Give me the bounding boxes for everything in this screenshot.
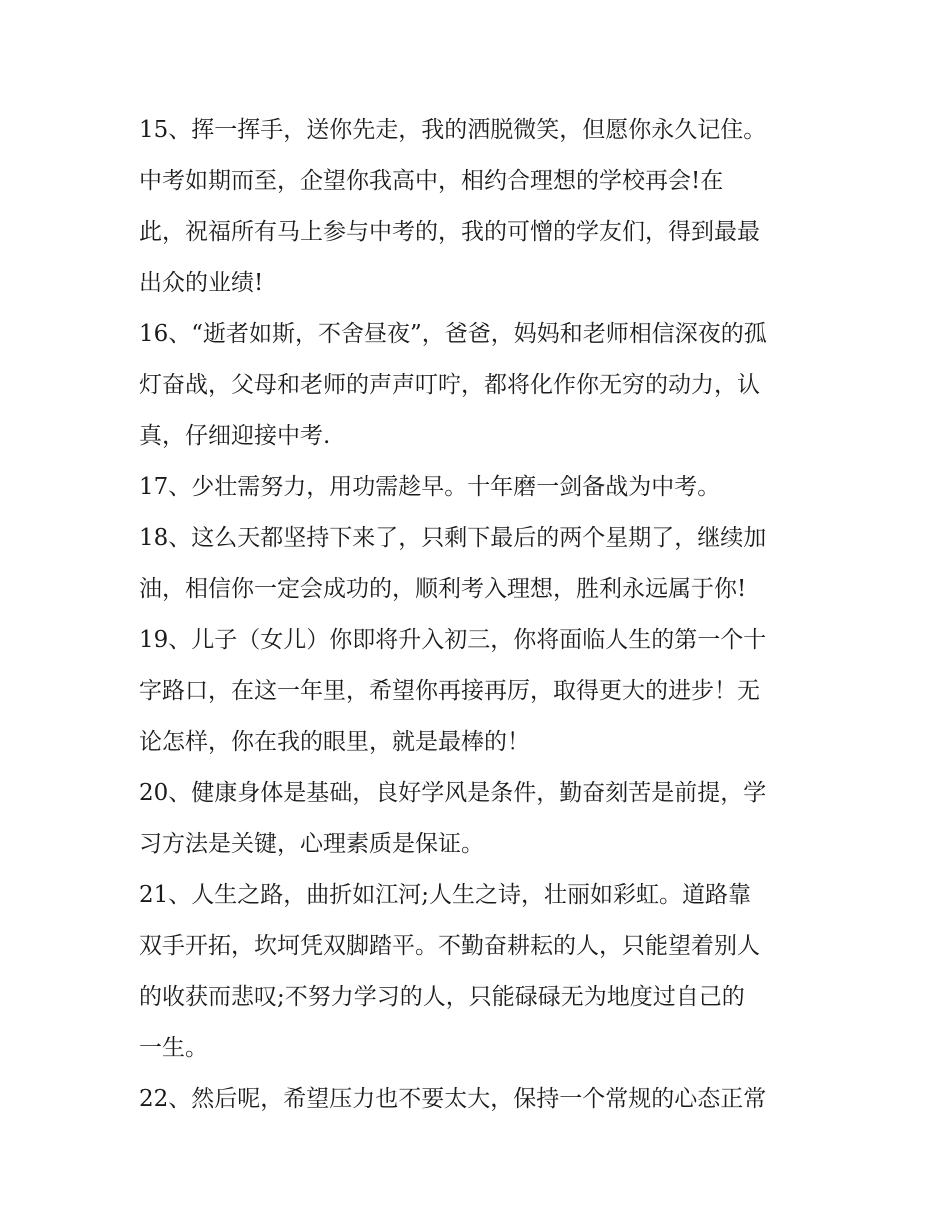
text-line: 字路口，在这一年里，希望你再接再厉，取得更大的进步！无 (139, 678, 760, 704)
text-line: 的收获而悲叹;不努力学习的人，只能碌碌无为地度过自己的 (139, 984, 745, 1010)
document-body (139, 108, 839, 1128)
text-line: 19、儿子（女儿）你即将升入初三，你将面临人生的第一个十 (139, 627, 767, 653)
text-line: 灯奋战，父母和老师的声声叮咛，都将化作你无穷的动力，认 (139, 372, 760, 398)
text-line: 17、少壮需努力，用功需趁早。十年磨一剑备战为中考。 (139, 474, 721, 500)
text-line: 出众的业绩! (139, 270, 264, 296)
text-line: 20、健康身体是基础，良好学风是条件，勤奋刻苦是前提，学 (139, 780, 767, 806)
text-line: 22、然后呢，希望压力也不要太大，保持一个常规的心态正常 (139, 1086, 767, 1112)
text-line: 习方法是关键，心理素质是保证。 (139, 831, 484, 857)
text-line: 一生。 (139, 1035, 208, 1061)
text-line: 此，祝福所有马上参与中考的，我的可憎的学友们，得到最最 (139, 219, 760, 245)
text-line: 中考如期而至，企望你我高中，相约合理想的学校再会!在 (139, 168, 724, 194)
text-line: 16、“逝者如斯，不舍昼夜”，爸爸，妈妈和老师相信深夜的孤 (139, 321, 767, 347)
text-line: 双手开拓，坎坷凭双脚踏平。不勤奋耕耘的人，只能望着别人 (139, 933, 760, 959)
text-line: 15、挥一挥手，送你先走，我的洒脱微笑，但愿你永久记住。 (139, 117, 767, 143)
text-line: 18、这么天都坚持下来了，只剩下最后的两个星期了，继续加 (139, 525, 767, 551)
text-line: 21、人生之路，曲折如江河;人生之诗，壮丽如彩虹。道路靠 (139, 882, 752, 908)
text-line: 论怎样，你在我的眼里，就是最棒的！ (139, 729, 530, 755)
text-line: 油，相信你一定会成功的，顺利考入理想，胜利永远属于你! (139, 576, 747, 602)
text-line: 真，仔细迎接中考. (139, 423, 331, 449)
